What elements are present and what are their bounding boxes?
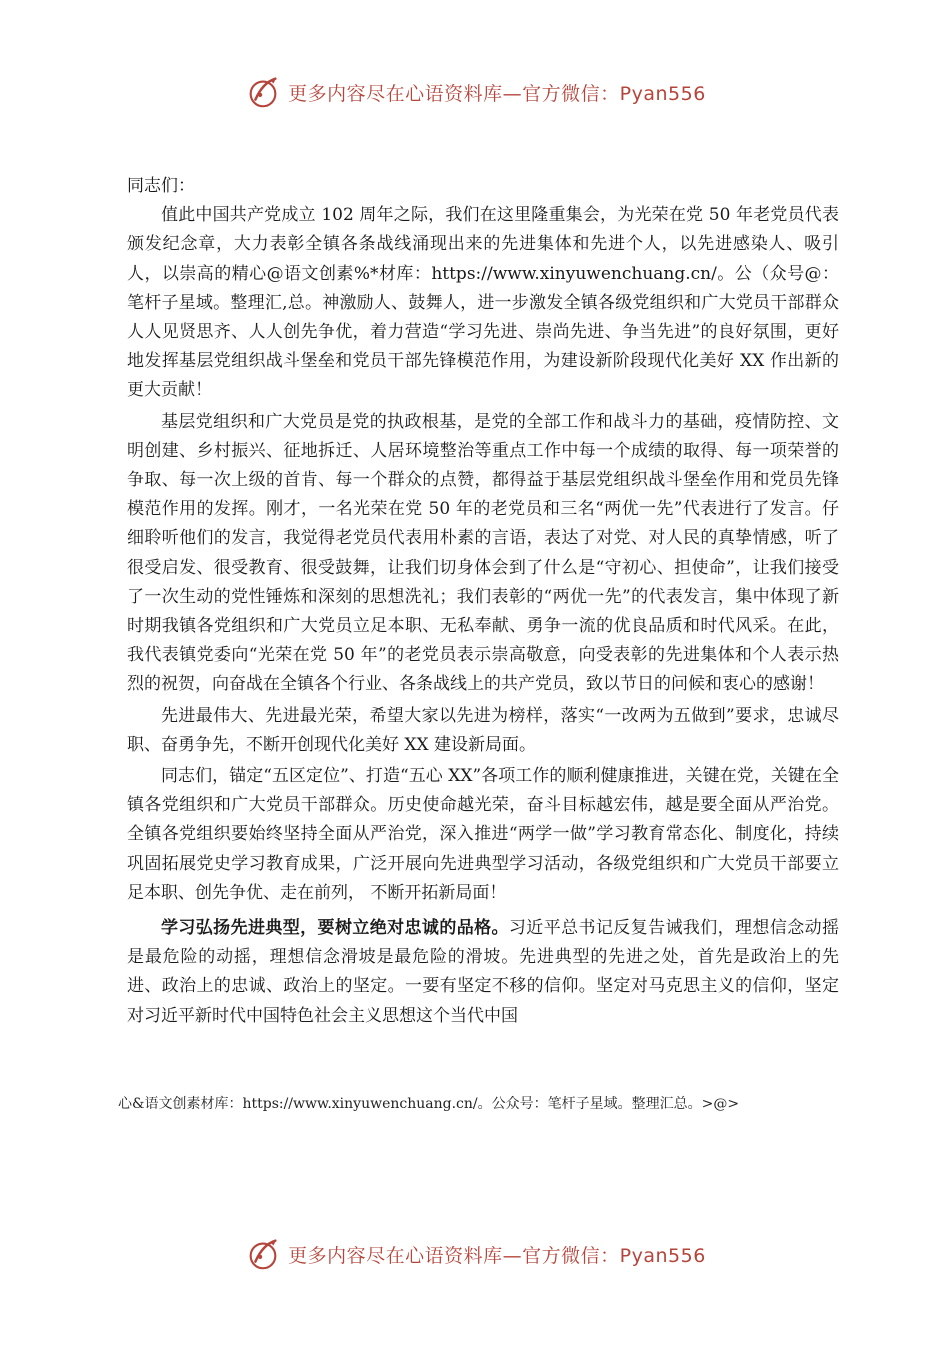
paragraph: 先进最伟大、先进最光荣，希望大家以先进为榜样，落实“一改两为五做到”要求，忠诚尽职、奋勇争先，不断开创现代化美好 XX 建设新局面。 [127, 705, 839, 755]
source-note: 心&语文创素材库：https://www.xinyuwenchuang.cn/。公众号：笔杆子星域。整理汇总。>@> [118, 1096, 740, 1112]
banner-text: 更多内容尽在心语资料库—官方微信：Pyan556 [288, 1244, 706, 1267]
lead-heading: 学习弘扬先进典型，要树立绝对忠诚的品格。 [161, 918, 509, 939]
paragraph: 基层党组织和广大党员是党的执政根基，是党的全部工作和战斗力的基础，疫情防控、文明创建、乡村振兴、征地拆迁、人居环境整治等重点工作中每一个成绩的取得、每一项荣誉的争取、每一次上级的首肯、每一个群众的点赞，都得益于基层党组织战斗堡垒作用和党员先锋模范作用的发挥。刚才，一名光荣在党 50 年的老党员和三名“两优一先”代表进行了发言。仔细聆听他们的发言，我觉得老党员代表用朴素的言语，表达了对党、对人民的真挚情感，听了很受启发、很受教育、很受鼓舞，让我们切身体会到了什么是“守初心、担使命”，让我们接受了一次生动的党性锤炼和深刻的思想洗礼；我们表彰的“两优一先”的代表发言，集中体现了新时期我镇各党组织和广大党员立足本职、无私奉献、勇争一流的优良品质和时代风采。在此，我代表镇党委向“光荣在党 50 年”的老党员表示崇高敬意，向受表彰的先进集体和个人表示热烈的祝贺，向奋战在全镇各个行业、各条战线上的共产党员，致以节日的问候和衷心的感谢！ [127, 411, 839, 695]
logo-icon [244, 1235, 282, 1273]
lead-paragraph [127, 914, 839, 1031]
header-banner [0, 70, 950, 114]
lead-body: 习近平总书记反复告诫我们，理想信念动摇是最危险的动摇，理想信念滑坡是最危险的滑坡。先进典型的先进之处，首先是政治上的先进、政治上的忠诚、政治上的坚定。一要有坚定不移的信仰。坚定对马克思主义的信仰，坚定对习近平新时代中国特色社会主义思想这个当代中国 [127, 918, 840, 1026]
paragraph: 值此中国共产党成立 102 周年之际，我们在这里隆重集会，为光荣在党 50 年老党员代表颁发纪念章，大力表彰全镇各条战线涌现出来的先进集体和先进个人，以先进感染人、吸引人，以崇高的精心@语文创素%*材库：https://www.xinyuwenchuang.cn/。公（众号@：笔杆子星域。整理汇,总。神激励人、鼓舞人，进一步激发全镇各级党组织和广大党员干部群众人人见贤思齐、人人创先争优，着力营造“学习先进、崇尚先进、争当先进”的良好氛围，更好地发挥基层党组织战斗堡垒和党员干部先锋模范作用，为建设新阶段现代化美好 XX 作出新的更大贡献！ [127, 205, 839, 401]
banner-text: 更多内容尽在心语资料库—官方微信：Pyan556 [288, 82, 706, 105]
logo-icon [244, 73, 282, 111]
paragraph: 同志们，锚定“五区定位”、打造“五心 XX”各项工作的顺利健康推进，关键在党，关键在全镇各党组织和广大党员干部群众。历史使命越光荣，奋斗目标越宏伟，越是要全面从严治党。全镇各党组织要始终坚持全面从严治党，深入推进“两学一做”学习教育常态化、制度化，持续巩固拓展党史学习教育成果，广泛开展向先进典型学习活动，各级党组织和广大党员干部要立足本职、创先争优、走在前列， 不断开拓新局面！ [127, 766, 839, 903]
footer-banner [0, 1232, 950, 1276]
greeting: 同志们： [127, 176, 195, 196]
document-body [127, 172, 839, 1031]
